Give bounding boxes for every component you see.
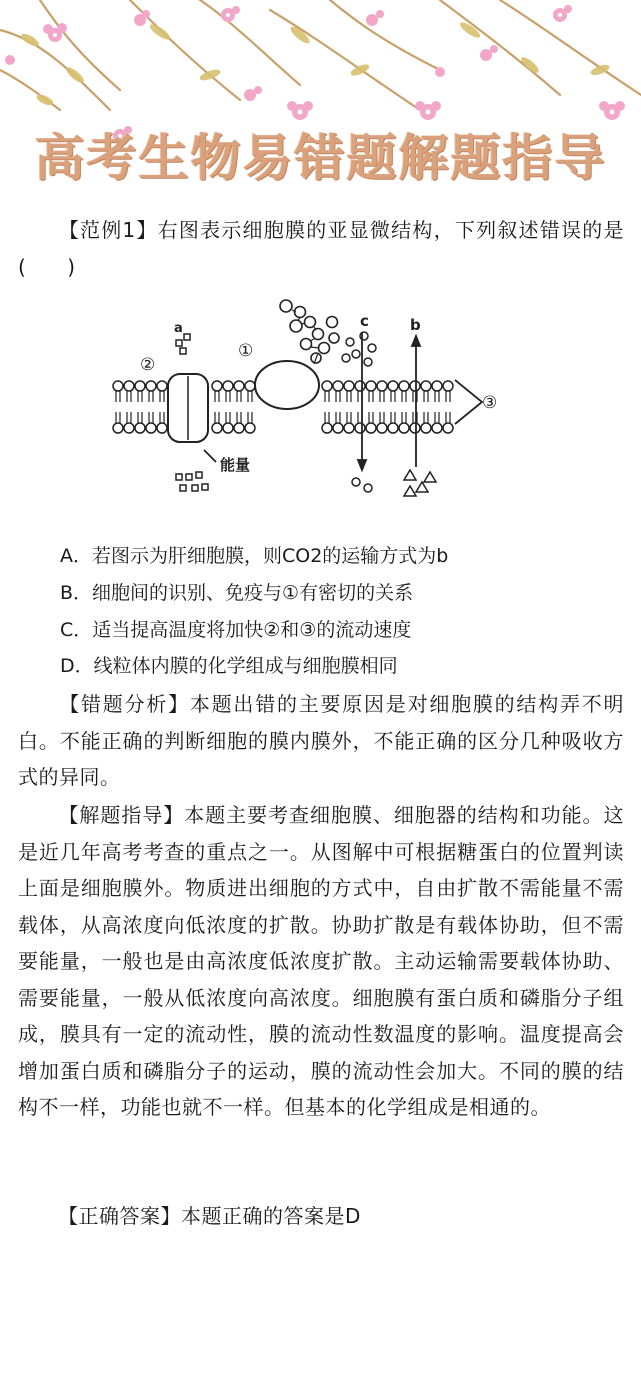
energy-label: 能量	[220, 456, 251, 474]
guidance	[18, 797, 624, 1126]
cell-membrane-diagram	[110, 292, 510, 507]
question-lead	[18, 212, 624, 285]
option-c: C．适当提高温度将加快②和③的流动速度	[60, 619, 412, 641]
correct-answer-text: 【正确答案】本题正确的答案是D	[58, 1204, 361, 1228]
sugar-chain	[280, 300, 339, 363]
option-d: D．线粒体内膜的化学组成与细胞膜相同	[60, 655, 398, 677]
glycoprotein	[255, 361, 319, 409]
correct-answer	[18, 1198, 624, 1235]
marker-1: ①	[238, 341, 254, 361]
label-c: c	[360, 312, 369, 330]
error-analysis-text: 【错题分析】本题出错的主要原因是对细胞膜的结构弄不明白。不能正确的判断细胞的膜内膜外，不能正确的区分几种吸收方式的异同。	[18, 692, 624, 789]
option-a: A．若图示为肝细胞膜，则CO2的运输方式为b	[60, 545, 449, 567]
marker-3: ③	[482, 393, 498, 413]
floral-banner	[0, 0, 641, 190]
question-lead-text: 【范例1】右图表示细胞膜的亚显微结构，下列叙述错误的是( )	[18, 218, 624, 279]
marker-2: ②	[140, 355, 156, 375]
error-analysis	[18, 686, 624, 796]
option-b: B．细胞间的识别、免疫与①有密切的关系	[60, 582, 414, 604]
label-b: b	[410, 316, 421, 334]
page-title: 高考生物易错题解题指导	[34, 128, 607, 187]
label-a: a	[174, 321, 183, 336]
guidance-text: 【解题指导】本题主要考查细胞膜、细胞器的结构和功能。这是近几年高考考查的重点之一。从图解中可根据糖蛋白的位置判读上面是细胞膜外。物质进出细胞的方式中，自由扩散不需能量不需载体，从高浓度向低浓度的扩散。协助扩散是有载体协助，但不需要能量，一般也是由高浓度低浓度扩散。主动运输需要载体协助、需要能量，一般从低浓度向高浓度。细胞膜有蛋白质和磷脂分子组成，膜具有一定的流动性，膜的流动性数温度的影响。温度提高会增加蛋白质和磷脂分子的运动，膜的流动性会加大。不同的膜的结构不一样，功能也就不一样。但基本的化学组成是相通的。	[18, 803, 624, 1119]
